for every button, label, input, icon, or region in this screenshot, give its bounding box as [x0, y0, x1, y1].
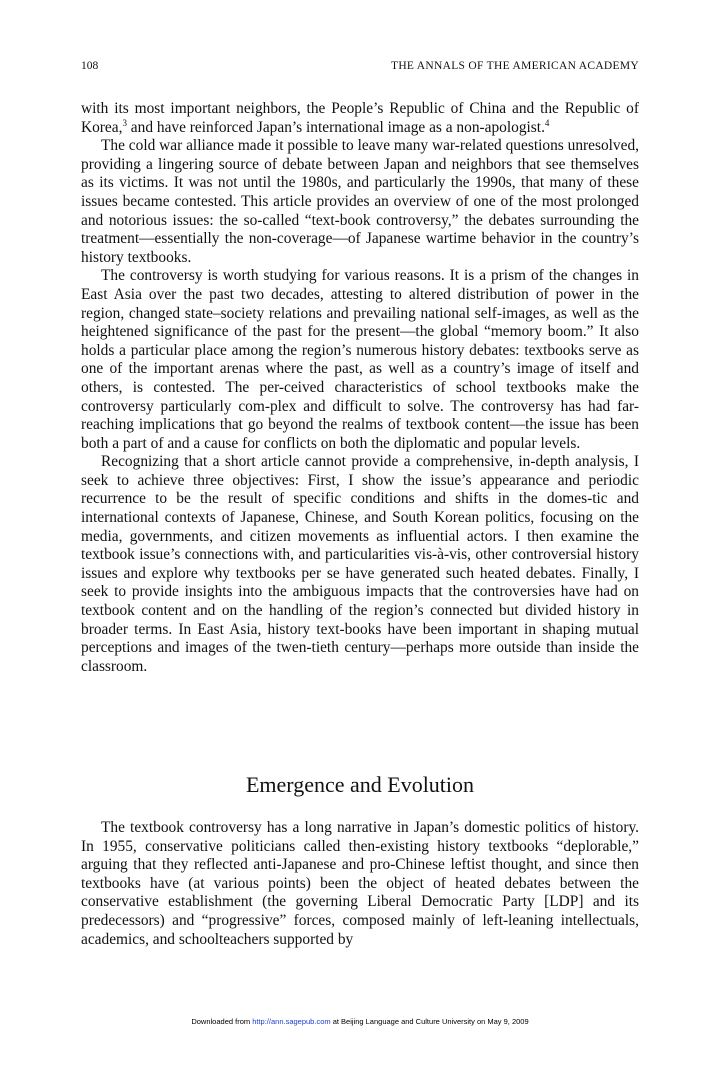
- download-footer: Downloaded from http://ann.sagepub.com at Beijing Language and Culture University on May 9, 2009: [191, 1017, 529, 1026]
- paragraph: The cold war alliance made it possible to leave many war-related questions unresolved, providing a lingering source of debate between Japan and neighbors that see themselves as its victims. It was not until the 1980s, and particularly the 1990s, that many of these issues became contested. This article provides an overview of one of the most prolonged and notorious issues: the so-called “text-book controversy,” the debates surrounding the treatment—essentially the non-coverage—of Japanese wartime behavior in the country’s history textbooks.: [81, 137, 639, 266]
- paragraph: The controversy is worth studying for various reasons. It is a prism of the changes in East Asia over the past two decades, attesting to altered distribution of power in the region, changed state–society relations and prevailing national self-images, as well as the heightened significance of the past for the present—the global “memory boom.” It also holds a particular place among the region’s numerous history debates: textbooks serve as one of the important arenas where the past, as well as a country’s image of itself and others, is contested. The per-ceived characteristics of school textbooks make the controversy particularly com-plex and difficult to solve. The controversy has had far-reaching implications that go beyond the realms of textbook content—the issue has been both a part of and a cause for conflicts on both the diplomatic and popular levels.: [81, 267, 639, 452]
- paragraph: Recognizing that a short article cannot provide a comprehensive, in-depth analysis, I seek to achieve three objectives: First, I show the issue’s appearance and periodic recurrence to be the result of specific conditions and shifts in the domes-tic and international contexts of Japanese, Chinese, and South Korean politics, focusing on the media, governments, and citizen movements as influential actors. I then examine the textbook issue’s connections with, and particularities vis-à-vis, other controversial history issues and explore why textbooks per se have generated such heated debates. Finally, I seek to provide insights into the ambiguous impacts that the controversies have had on textbook content and on the handling of the region’s connected but divided history in broader terms. In East Asia, history text-books have been important in shaping mutual perceptions and images of the twen-tieth century—perhaps more outside than inside the classroom.: [81, 453, 639, 675]
- paragraph: The textbook controversy has a long narrative in Japan’s domestic politics of history. In 1955, conservative politicians called then-existing history textbooks “deplorable,” arguing that they reflected anti-Japanese and pro-Chinese leftist thought, and since then textbooks have (at various points) been the object of heated debates between the conservative establishment (the governing Liberal Democratic Party [LDP] and its predecessors) and “progressive” forces, composed mainly of left-leaning intellectuals, academics, and schoolteachers supported by: [81, 819, 639, 948]
- running-header: [81, 60, 639, 76]
- paragraph-continued: with its most important neighbors, the People’s Republic of China and the Republic of Korea,$^3$ and have reinforced Japan’s international image as a non-apologist.$^4$: [81, 100, 639, 136]
- sagepub-link[interactable]: http://ann.sagepub.com: [252, 1017, 331, 1026]
- page-number: 108: [81, 60, 99, 72]
- body-text: [81, 100, 639, 676]
- footnote-ref-3[interactable]: 3: [122, 117, 127, 128]
- section-body-text: [81, 819, 639, 949]
- footnote-ref-4[interactable]: 4: [544, 117, 550, 128]
- journal-title: THE ANNALS OF THE AMERICAN ACADEMY: [391, 60, 639, 72]
- section-heading: Emergence and Evolution: [245, 772, 475, 797]
